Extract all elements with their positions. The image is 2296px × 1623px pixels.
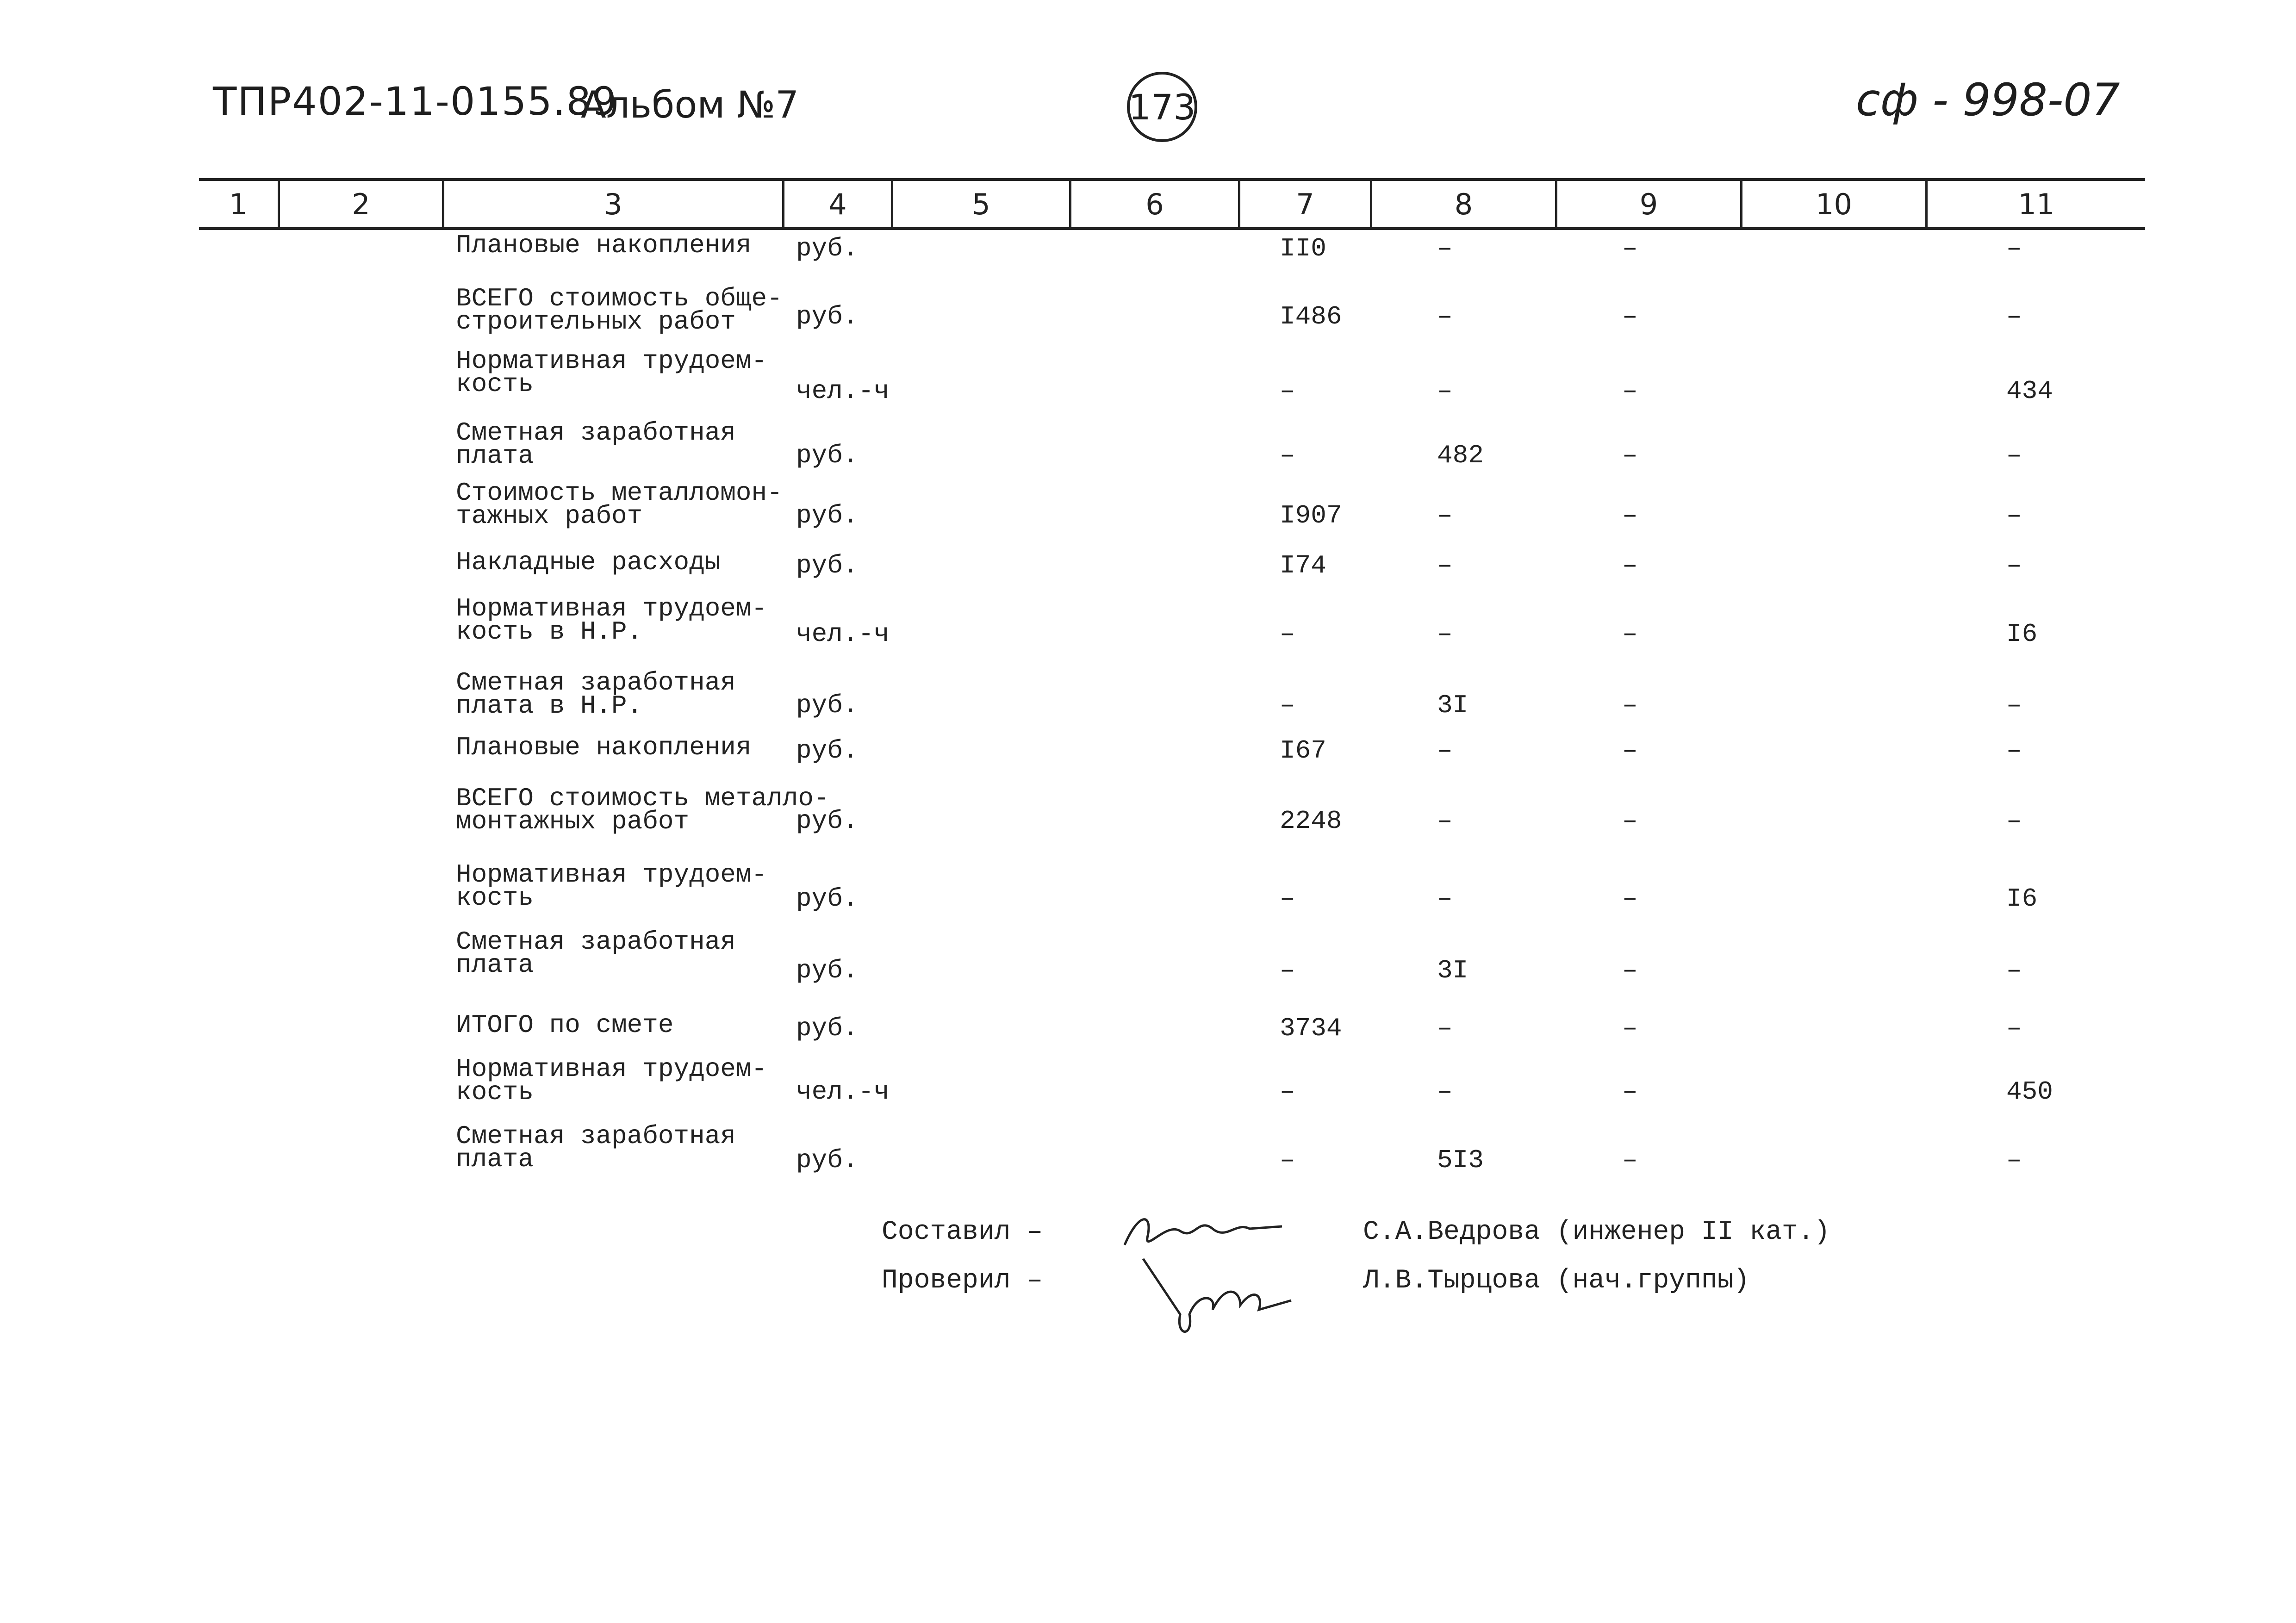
row-name: Накладные расходы [456, 547, 721, 577]
row-value-col8: 482 [1437, 441, 1484, 470]
compiled-label: Составил – [882, 1217, 1043, 1247]
row-name: Нормативная трудоем- кость [456, 860, 767, 913]
row-value-col8: – [1437, 234, 1453, 263]
row-value-col7: 3734 [1280, 1014, 1342, 1043]
row-value-col9: – [1622, 551, 1638, 580]
row-name: ИТОГО по смете [456, 1010, 674, 1040]
row-name: Плановые накопления [456, 230, 752, 260]
row-unit: руб. [796, 441, 859, 470]
row-value-col9: – [1622, 501, 1638, 530]
row-unit: руб. [796, 501, 859, 530]
row-value-col8: – [1437, 501, 1453, 530]
column-header: 8 [1372, 181, 1557, 227]
row-value-col9: – [1622, 1077, 1638, 1107]
row-value-col11: – [2006, 441, 2022, 470]
row-unit: чел.-ч [796, 619, 890, 649]
column-header: 9 [1557, 181, 1742, 227]
row-value-col11: – [2006, 302, 2022, 331]
row-value-col8: 3I [1437, 956, 1468, 985]
row-name: Нормативная трудоем- кость [456, 346, 767, 399]
row-name: Нормативная трудоем- кость в Н.Р. [456, 594, 767, 647]
row-name: Сметная заработная плата в Н.Р. [456, 668, 736, 721]
row-value-col7: – [1280, 884, 1295, 914]
row-value-col9: – [1622, 302, 1638, 331]
row-value-col9: – [1622, 234, 1638, 263]
checked-signature [1139, 1250, 1296, 1342]
row-value-col8: – [1437, 619, 1453, 649]
row-value-col9: – [1622, 806, 1638, 836]
row-value-col8: – [1437, 1077, 1453, 1107]
row-value-col7: – [1280, 956, 1295, 985]
row-value-col7: I486 [1280, 302, 1342, 331]
row-value-col11: – [2006, 501, 2022, 530]
row-value-col8: – [1437, 376, 1453, 406]
row-value-col11: 450 [2006, 1077, 2053, 1107]
row-value-col8: – [1437, 1014, 1453, 1043]
row-value-col11: – [2006, 736, 2022, 765]
row-unit: руб. [796, 1145, 859, 1175]
row-unit: руб. [796, 551, 859, 580]
row-unit: руб. [796, 806, 859, 836]
row-value-col11: – [2006, 1145, 2022, 1175]
row-unit: чел.-ч [796, 376, 890, 406]
row-unit: руб. [796, 736, 859, 765]
row-value-col9: – [1622, 736, 1638, 765]
sheet-code: сф - 998-07 [1856, 74, 2120, 126]
row-unit: руб. [796, 302, 859, 331]
column-header: 10 [1742, 181, 1928, 227]
row-value-col9: – [1622, 690, 1638, 720]
row-name: Сметная заработная плата [456, 418, 736, 471]
row-unit: руб. [796, 690, 859, 720]
row-value-col9: – [1622, 1014, 1638, 1043]
column-header: 11 [2018, 187, 2055, 221]
row-unit: руб. [796, 1014, 859, 1043]
row-value-col11: – [2006, 1014, 2022, 1043]
row-value-col8: – [1437, 551, 1453, 580]
row-value-col7: I74 [1280, 551, 1326, 580]
row-value-col11: I6 [2006, 619, 2038, 649]
row-value-col9: – [1622, 441, 1638, 470]
row-value-col7: – [1280, 376, 1295, 406]
row-name: ВСЕГО стоимость металло- монтажных работ [456, 784, 829, 836]
column-header: 2 [280, 181, 444, 227]
column-header: 3 [444, 181, 784, 227]
row-value-col9: – [1622, 956, 1638, 985]
row-value-col7: – [1280, 619, 1295, 649]
row-name: Сметная заработная плата [456, 927, 736, 980]
row-value-col7: I67 [1280, 736, 1326, 765]
row-unit: чел.-ч [796, 1077, 890, 1107]
row-value-col7: – [1280, 690, 1295, 720]
row-value-col7: – [1280, 441, 1295, 470]
row-value-col11: – [2006, 551, 2022, 580]
row-value-col7: I907 [1280, 501, 1342, 530]
row-value-col9: – [1622, 619, 1638, 649]
compiled-name: С.А.Ведрова (инженер II кат.) [1363, 1217, 1830, 1247]
row-name: Нормативная трудоем- кость [456, 1054, 767, 1107]
row-value-col7: II0 [1280, 234, 1326, 263]
row-value-col11: I6 [2006, 884, 2038, 914]
row-unit: руб. [796, 956, 859, 985]
column-header: 4 [784, 181, 893, 227]
row-value-col7: 2248 [1280, 806, 1342, 836]
column-header: 1 [199, 181, 280, 227]
column-header: 7 [1240, 181, 1372, 227]
row-value-col9: – [1622, 376, 1638, 406]
row-value-col11: – [2006, 956, 2022, 985]
row-value-col8: – [1437, 806, 1453, 836]
row-unit: руб. [796, 234, 859, 263]
column-header: 6 [1071, 181, 1240, 227]
row-name: Плановые накопления [456, 733, 752, 762]
row-value-col8: – [1437, 302, 1453, 331]
column-header-row [199, 178, 2145, 230]
album-number: Альбом №7 [581, 83, 799, 126]
row-value-col8: 3I [1437, 690, 1468, 720]
row-value-col9: – [1622, 884, 1638, 914]
row-value-col11: 434 [2006, 376, 2053, 406]
column-header: 5 [893, 181, 1071, 227]
row-value-col11: – [2006, 690, 2022, 720]
row-value-col8: – [1437, 884, 1453, 914]
row-value-col8: 5I3 [1437, 1145, 1484, 1175]
row-name: Сметная заработная плата [456, 1121, 736, 1174]
row-value-col8: – [1437, 736, 1453, 765]
row-value-col11: – [2006, 806, 2022, 836]
row-name: Стоимость металломон- тажных работ [456, 478, 783, 531]
row-name: ВСЕГО стоимость обще- строительных работ [456, 284, 783, 336]
row-unit: руб. [796, 884, 859, 914]
row-value-col9: – [1622, 1145, 1638, 1175]
checked-label: Проверил – [882, 1266, 1043, 1296]
checked-name: Л.В.Тырцова (нач.группы) [1363, 1266, 1750, 1296]
row-value-col7: – [1280, 1145, 1295, 1175]
document-id: ТПР402-11-0155.89 [213, 79, 618, 124]
row-value-col7: – [1280, 1077, 1295, 1107]
row-value-col11: – [2006, 234, 2022, 263]
page-number: 173 [1127, 72, 1197, 142]
